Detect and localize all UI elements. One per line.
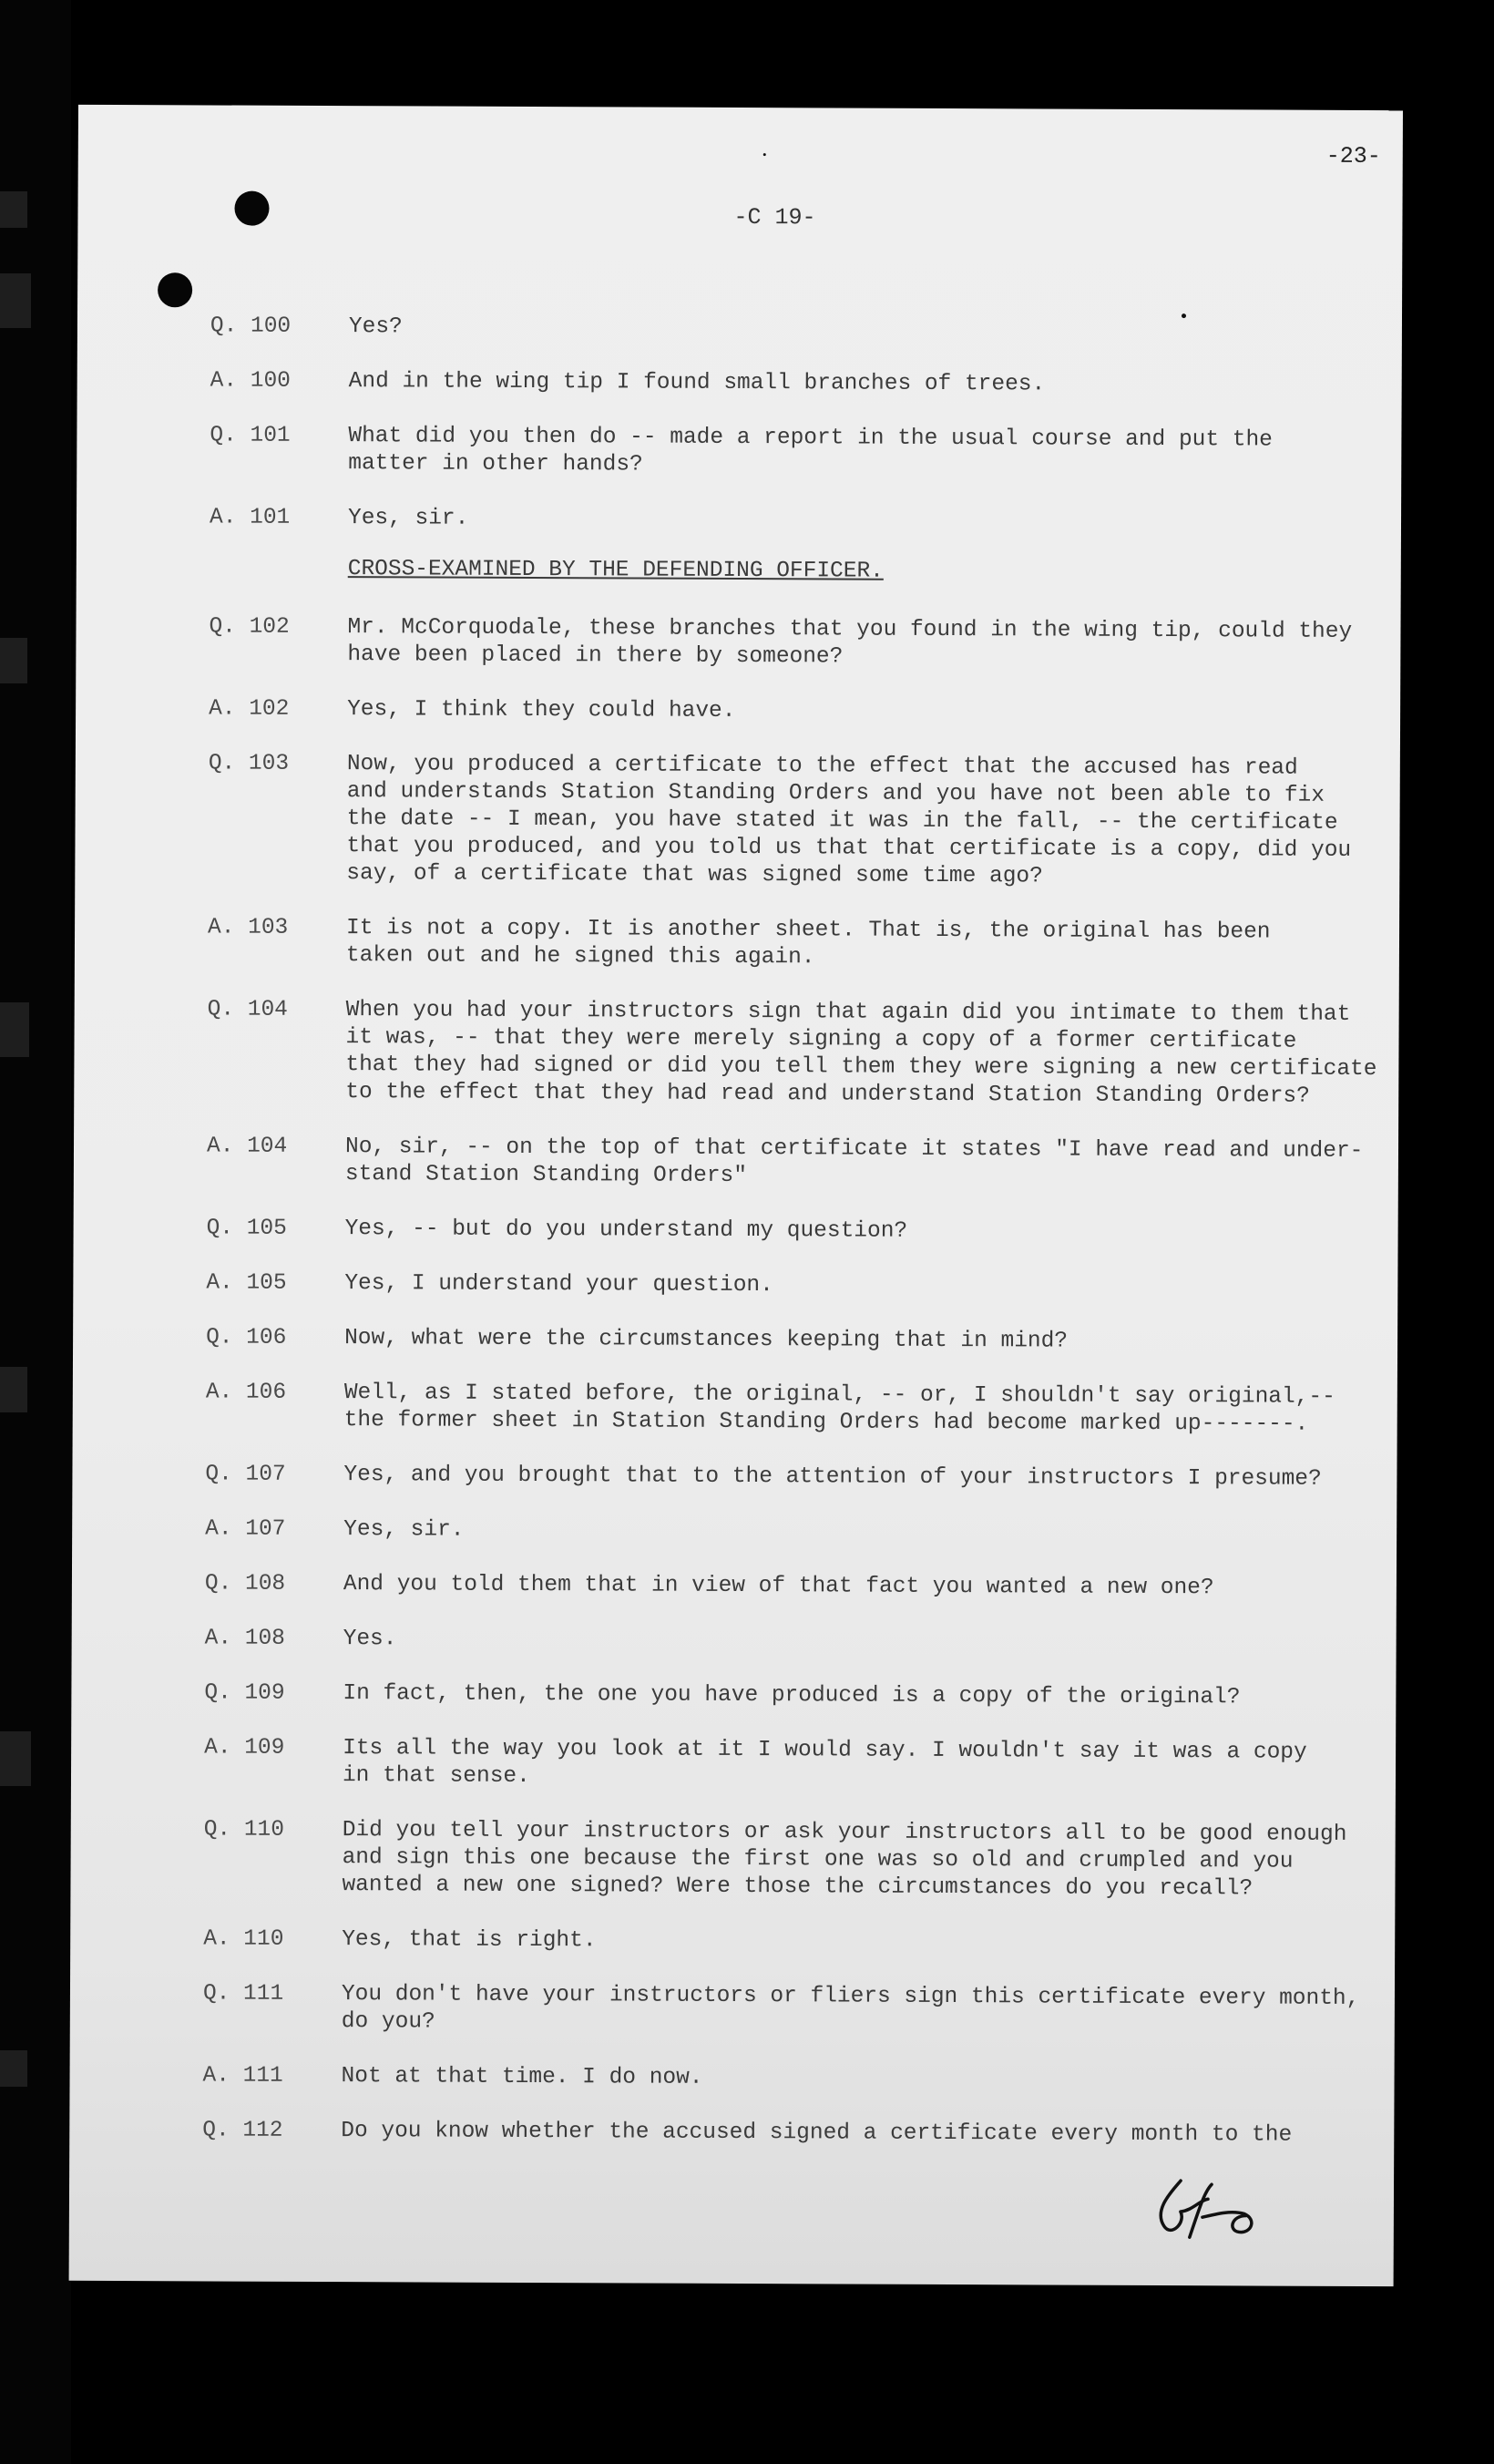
- film-notch: [0, 2050, 27, 2087]
- entry-number: A. 105: [206, 1270, 287, 1296]
- transcript-entry: [205, 1570, 1380, 1603]
- entry-text: Yes, sir.: [343, 1517, 465, 1543]
- transcript-entry: [207, 1215, 1382, 1247]
- entry-number: Q. 109: [204, 1680, 285, 1706]
- transcript-entry: [206, 1324, 1381, 1357]
- entry-text: Now, you produced a certificate to the effect that the accused has read and understands Station Standing Orders and you have not been able to fix the date -- I mean, you have stated it was in the fall, -- the certificate that you produced, and you told us that that certificate is a copy, did you say, of a certificate that was signed some time ago?: [346, 752, 1352, 889]
- handwritten-initials: [1144, 2173, 1281, 2252]
- entry-number: Q. 106: [206, 1325, 287, 1350]
- transcript: [202, 313, 1386, 2177]
- transcript-entry: [204, 1734, 1379, 1794]
- entry-text: Now, what were the circumstances keeping that in mind?: [344, 1326, 1069, 1354]
- entry-text: Yes, and you brought that to the attention of your instructors I presume?: [343, 1463, 1322, 1492]
- document-page: [69, 105, 1403, 2286]
- entry-number: Q. 111: [202, 1981, 284, 2007]
- entry-text: You don't have your instructors or fliers sign this certificate every month, do you?: [341, 1982, 1360, 2035]
- film-border: [0, 0, 71, 2464]
- entry-text: Did you tell your instructors or ask your instructors all to be good enough and sign this one because the first one was so old and crumpled and you wanted a new one signed? Were those the circumstances do you recall?: [342, 1818, 1347, 1902]
- entry-text: Well, as I stated before, the original, -- or, I shouldn't say original,-- the former sheet in Station Standing Orders had become marked up-------.: [343, 1381, 1335, 1437]
- transcript-entry: [207, 1133, 1382, 1193]
- film-notch: [0, 191, 27, 228]
- entry-text: Yes.: [343, 1627, 397, 1652]
- entry-text: Yes, I understand your question.: [344, 1271, 773, 1299]
- section-reference: -C 19-: [733, 203, 816, 231]
- transcript-entry: [205, 1625, 1380, 1658]
- entry-text: And you told them that in view of that fact you wanted a new one?: [343, 1572, 1214, 1601]
- speck: [763, 153, 766, 156]
- entry-number: A. 100: [210, 368, 291, 394]
- entry-number: Q. 112: [202, 2118, 283, 2143]
- cross-examination-heading: CROSS-EXAMINED BY THE DEFENDING OFFICER.: [347, 557, 884, 584]
- entry-number: A. 108: [204, 1626, 285, 1651]
- entry-text: Yes?: [348, 314, 403, 340]
- transcript-entry: [203, 2062, 1378, 2095]
- transcript-entry: [210, 504, 1385, 537]
- film-notch: [0, 1367, 27, 1412]
- transcript-entry: [209, 695, 1384, 728]
- film-notch: [0, 638, 27, 683]
- entry-text: Yes, sir.: [347, 506, 469, 531]
- entry-text: Do you know whether the accused signed a certificate every month to the: [341, 2119, 1293, 2148]
- entry-text: And in the wing tip I found small branches of trees.: [348, 369, 1046, 397]
- punch-hole: [234, 191, 269, 226]
- entry-text: Yes, -- but do you understand my question?: [344, 1217, 908, 1244]
- entry-text: In fact, then, the one you have produced is a copy of the original?: [343, 1681, 1241, 1710]
- transcript-entry: [207, 996, 1383, 1111]
- entry-number: Q. 110: [203, 1817, 285, 1843]
- entry-text: Mr. McCorquodale, these branches that you found in the wing tip, could they have been placed in there by someone?: [347, 615, 1353, 670]
- transcript-entry: [206, 1269, 1381, 1302]
- transcript-entry: [210, 313, 1386, 345]
- entry-text: Yes, I think they could have.: [347, 697, 736, 724]
- transcript-entry: [209, 613, 1384, 673]
- film-notch: [0, 273, 31, 328]
- page-number: -23-: [1325, 142, 1381, 170]
- entry-number: A. 104: [206, 1134, 288, 1159]
- entry-number: Q. 107: [205, 1462, 286, 1487]
- entry-number: Q. 105: [206, 1216, 287, 1241]
- entry-number: A. 110: [203, 1926, 284, 1952]
- transcript-entry: [202, 2117, 1377, 2150]
- entry-number: A. 106: [205, 1380, 287, 1405]
- transcript-entry: [210, 367, 1386, 400]
- entry-number: A. 107: [205, 1516, 286, 1542]
- entry-number: Q. 100: [210, 313, 292, 339]
- entry-text: When you had your instructors sign that again did you intimate to them that it was, -- that they were merely signing a copy of a former certificate that they had signed or did you tell them they were signing a new certificate to the effect that they had read and understand Station Standing Orders?: [345, 998, 1377, 1109]
- entry-text: What did you then do -- made a report in the usual course and put the matter in other hands?: [348, 424, 1273, 477]
- entry-text: It is not a copy. It is another sheet. That is, the original has been taken out and he signed this again.: [345, 916, 1271, 970]
- transcript-entry: [206, 1379, 1381, 1439]
- entry-number: A. 111: [202, 2063, 283, 2089]
- transcript-entry: [203, 1816, 1378, 1904]
- transcript-entry: [208, 750, 1384, 892]
- entry-number: Q. 101: [210, 423, 291, 448]
- transcript-entry: [203, 1925, 1378, 1958]
- punch-hole: [158, 272, 192, 307]
- transcript-entry: [204, 1679, 1379, 1712]
- film-notch: [0, 1002, 29, 1057]
- film-notch: [0, 1731, 31, 1786]
- entry-number: A. 109: [204, 1735, 285, 1761]
- entry-number: A. 103: [208, 915, 289, 940]
- entry-text: No, sir, -- on the top of that certificate it states "I have read and under- stand Station Standing Orders": [344, 1134, 1364, 1189]
- entry-text: Its all the way you look at it I would say. I wouldn't say it was a copy in that sense.: [342, 1736, 1307, 1790]
- transcript-entry: [203, 1980, 1378, 2040]
- transcript-entry: [205, 1515, 1380, 1548]
- entry-number: A. 101: [209, 505, 291, 530]
- transcript-entry: [208, 914, 1383, 974]
- transcript-entry: [205, 1461, 1380, 1494]
- entry-list: [202, 613, 1384, 2150]
- entry-number: A. 102: [209, 696, 290, 722]
- entry-text: Not at that time. I do now.: [341, 2064, 703, 2090]
- entry-number: Q. 102: [209, 614, 290, 640]
- entry-number: Q. 108: [204, 1571, 286, 1596]
- transcript-entry: [210, 422, 1385, 482]
- entry-number: Q. 104: [207, 997, 288, 1022]
- entry-number: Q. 103: [208, 751, 290, 776]
- entry-text: Yes, that is right.: [342, 1927, 597, 1954]
